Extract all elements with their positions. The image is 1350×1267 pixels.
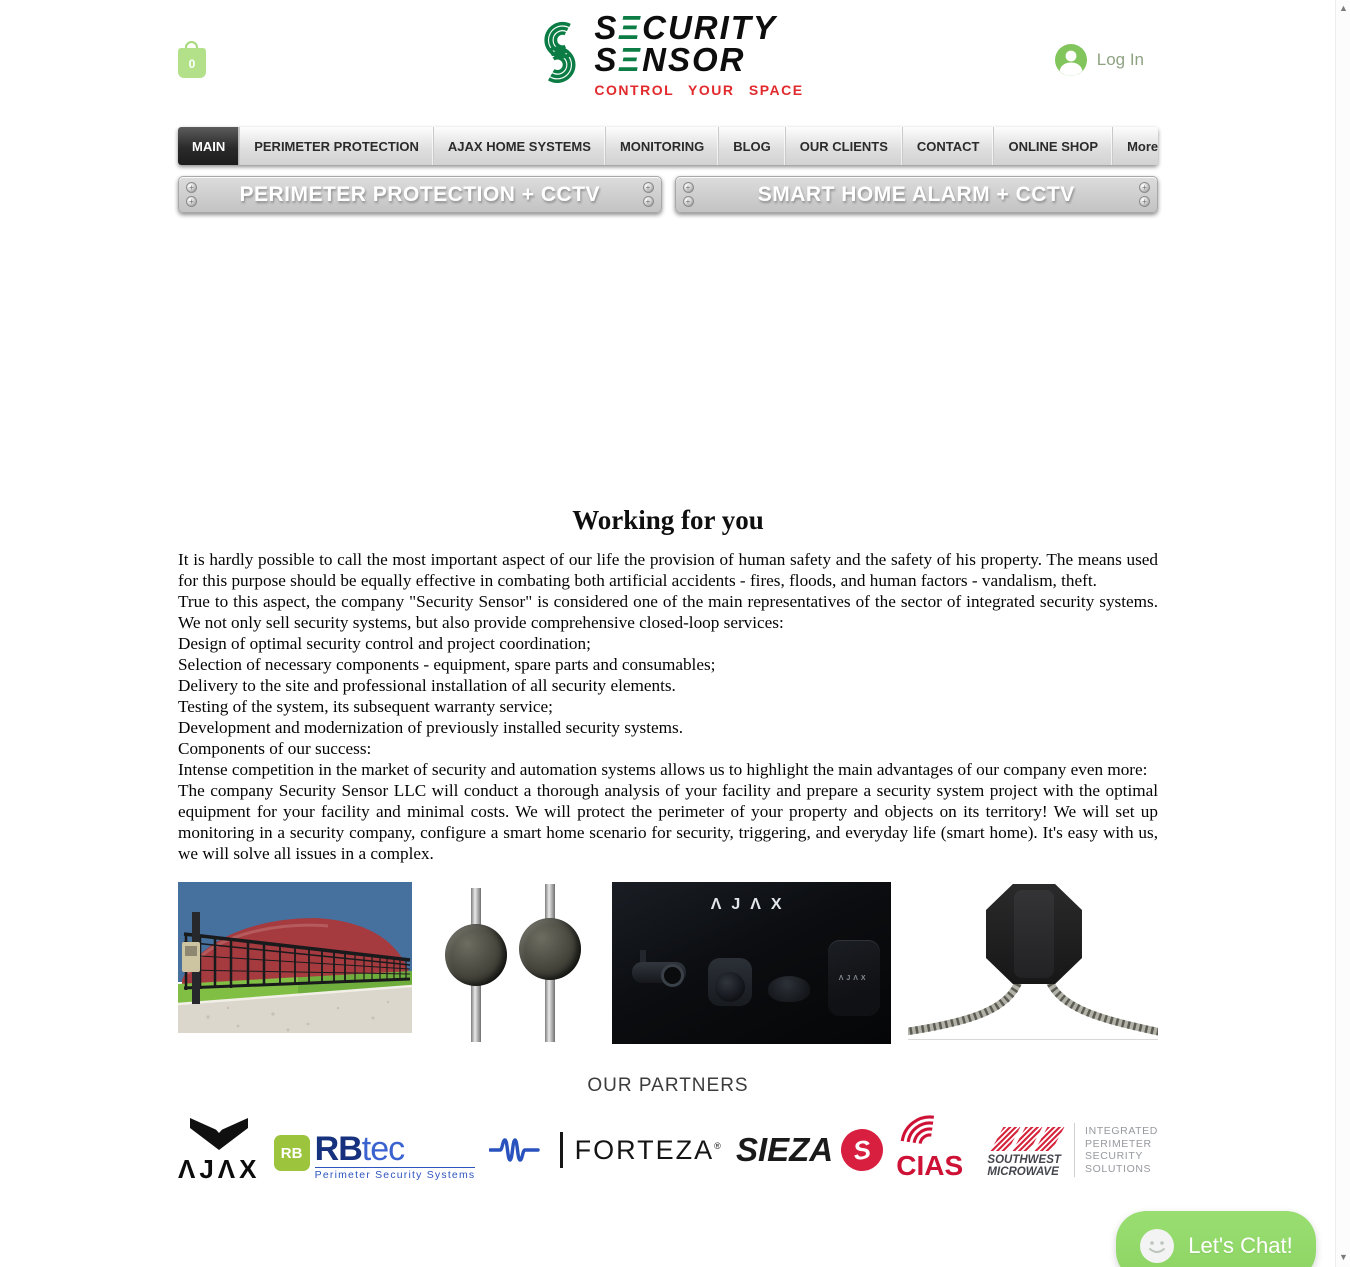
nav-item-main[interactable]: MAIN [178,127,240,165]
ajax-wordmark: ΛJΛX [710,896,792,913]
screw-icon: + [1139,182,1150,193]
partners-title: OUR PARTNERS [587,1075,749,1096]
partner-logo-cias [896,1118,974,1182]
scrollbar-up-arrow-icon[interactable]: ▲ [1339,3,1348,13]
site-logo [532,9,804,98]
scrollbar-down-arrow-icon[interactable]: ▼ [1339,1252,1348,1262]
partner-logo-southwest-microwave [987,1127,1060,1178]
partner-logo-ajax [178,1116,261,1185]
article-paragraph: Delivery to the site and professional installation of all security elements. [178,676,676,695]
nav-item-blog[interactable]: BLOG [719,127,786,165]
southwest-line2: MICROWAVE [987,1165,1059,1178]
logo-word-security: SΞCURITY [594,9,777,46]
article-paragraph: Testing of the system, its subsequent warranty service; [178,697,553,716]
vertical-scrollbar[interactable] [1335,0,1350,1267]
article-paragraph: It is hardly possible to call the most important aspect of our life the provision of human safety and the safety of his property. The means used for this purpose should be equally effective in combating both artificial accidents - fires, floods, and human factors - vandalism, theft. [178,550,1158,590]
nav-item-online-shop[interactable]: ONLINE SHOP [994,127,1113,165]
cart-count-badge: 0 [188,57,196,71]
partner-logo-sieza [736,1129,883,1171]
article-paragraph: Components of our success: [178,739,372,758]
waveform-icon [489,1134,547,1166]
sieza-badge-icon: S [838,1126,885,1173]
banner-label: PERIMETER PROTECTION + CCTV [239,182,601,206]
gallery-image-perimeter-fence[interactable] [178,882,412,1033]
bullet-camera [632,962,686,983]
screw-icon: + [186,196,197,207]
screw-icon: + [643,182,654,193]
screw-icon: + [186,182,197,193]
nav-item-monitoring[interactable]: MONITORING [606,127,719,165]
banner-label: SMART HOME ALARM + CCTV [757,182,1075,206]
article-paragraph: Design of optimal security control and project coordination; [178,634,591,653]
partner-tagline-ipss: INTEGRATED PERIMETER SECURITY SOLUTIONS [1074,1123,1158,1177]
southwest-line1: SOUTHWEST [987,1153,1061,1166]
dome-camera [768,976,810,1002]
gallery-image-ajax-products[interactable] [612,882,891,1044]
article-paragraph: Intense competition in the market of security and automation systems allows us to highlight the main advantages of our company even more: [178,760,1148,779]
rbtec-name: RBtec [314,1130,405,1168]
hero-slideshow-placeholder [178,213,1158,505]
ajax-hub [828,940,880,1016]
forteza-divider-bar [560,1132,563,1168]
cart-button[interactable] [178,40,208,78]
turret-camera [708,958,752,1006]
main-navigation [178,127,1158,165]
partner-logo-rbtec [274,1130,476,1181]
screw-icon: + [683,196,694,207]
sieza-name: SIEZA [735,1131,834,1168]
banner-row [178,176,1158,213]
screw-icon: + [683,182,694,193]
login-label: Log In [1096,50,1144,69]
nav-item-our-clients[interactable]: OUR CLIENTS [786,127,903,165]
fence-photo-illustration [178,882,412,1033]
user-avatar-icon [1055,44,1087,76]
article-paragraph: The company Security Sensor LLC will conduct a thorough analysis of your facility and prepare a security system project with the optimal equipment for your facility and minimal costs. We will protect the perimeter of your property and objects on its territory! We will set up monitoring in a security company, configure a smart home scenario for security, triggering, and everyday life (smart home). It's easy with us, we will solve all issues in a complex. [178,781,1158,863]
article-paragraph: Selection of necessary components - equipment, spare parts and consumables; [178,655,716,674]
page-container [178,0,1158,1191]
gallery-image-ball-sensors[interactable] [429,882,594,1042]
screw-icon: + [643,196,654,207]
nav-item-ajax-home-systems[interactable]: AJAX HOME SYSTEMS [434,127,606,165]
ajax-partner-wordmark: ΛJΛX [178,1153,261,1184]
sensor-panel [1014,890,1054,978]
page-title: Working for you [572,505,764,535]
cias-name: CIAS [896,1150,964,1181]
nav-item-perimeter-protection[interactable]: PERIMETER PROTECTION [240,127,434,165]
site-header [178,0,1158,127]
sensor-ball [445,924,507,986]
ajax-bird-icon [188,1116,250,1152]
logo-s-arcs-icon [532,12,586,94]
rbtec-monogram-icon: RB [274,1135,310,1171]
nav-item-contact[interactable]: CONTACT [903,127,995,165]
banner-perimeter-protection-cctv[interactable] [178,176,662,213]
southwest-stripes-icon [997,1127,1060,1151]
partners-logo-row [178,1109,1158,1191]
lets-chat-button[interactable] [1116,1211,1316,1267]
logo-wordmark [594,9,804,98]
forteza-name: FORTEZA® [574,1134,723,1165]
article-body [178,549,1158,864]
vertical-divider [1074,1123,1075,1177]
login-button[interactable] [1055,44,1144,76]
chat-avatar-icon [1139,1228,1175,1264]
gallery-image-cable-sensor[interactable] [908,882,1158,1040]
logo-word-sensor: SΞNSOR [594,41,746,78]
shopping-bag-icon [178,48,206,78]
screw-icon: + [1139,196,1150,207]
sensor-ball [519,918,581,980]
octagonal-sensor-body [986,884,1082,984]
partner-logo-forteza [560,1132,723,1168]
chat-button-label: Let's Chat! [1188,1233,1293,1258]
cias-waves-icon [900,1111,948,1149]
logo-tagline: CONTROL YOUR SPACE [594,82,804,98]
article-paragraph: True to this aspect, the company "Security Sensor" is considered one of the main representatives of the sector of integrated security systems. We not only sell security systems, but also provide comprehensive closed-loop services: [178,592,1158,632]
article-paragraph: Development and modernization of previously installed security systems. [178,718,684,737]
nav-item-more[interactable]: More [1127,138,1158,154]
image-gallery [178,882,1158,1045]
banner-smart-home-alarm-cctv[interactable] [675,176,1159,213]
rbtec-subtitle: Perimeter Security Systems [314,1169,476,1181]
ajax-hub-label: ΛJΛX [838,974,869,982]
